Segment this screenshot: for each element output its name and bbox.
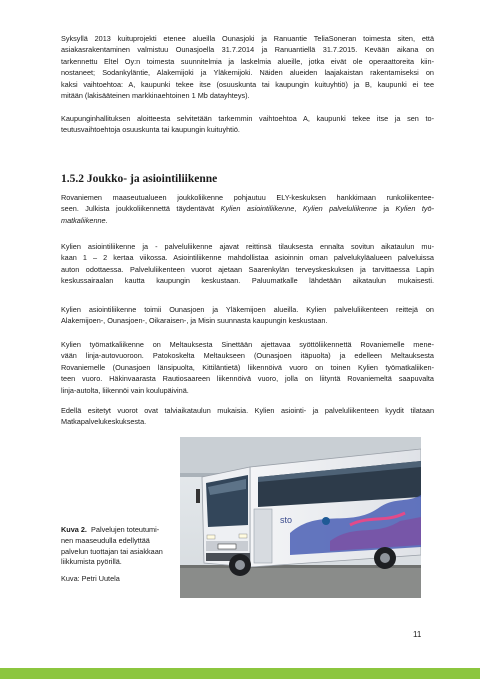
text-line: mitään (lakisääteinen markkinaehtoinen 1 Mb datayhteys). <box>61 91 250 101</box>
text-line: asiakasrakentaminen valmistuu Ounasjoella 31.7.2014 ja Ranuantiellä 31.7.2015. Kevään aikana on <box>61 45 434 55</box>
text-line: teen vuoro. Häkinvaarasta Rautiosaareen liikennöivä vuoro, jolla on liityntä Rovaniemeltä saapuvalta <box>61 374 434 384</box>
text-line: Rovaniemen maaseutualueen joukkoliikenne pohjautuu ELY-keskuksen hankkimaan runkoliikentee- <box>61 193 434 202</box>
text-line: Syksyllä 2013 kuituprojekti etenee alueilla Ounasjoki ja Ranuantie TeliaSoneran toimesta siten, että <box>61 34 434 43</box>
text-line: Matkapalvelukeskuksesta. <box>61 417 147 427</box>
text-line: kaan 1 – 2 kertaa viikossa. Asiointiliikenne mahdollistaa asioinnin oman palvelukyläalueen palveluissa <box>61 253 434 263</box>
photo-credit: Kuva: Petri Uutela <box>61 574 120 584</box>
paragraph-city-board <box>61 113 434 136</box>
text-line: keskussairaalan kautta kaupungin keskustaan. Paluumatkalle lähdetään aikataulun mukaisesti. <box>61 276 434 286</box>
text-line: Kylien työmatkaliikenne on Meltauksesta Sinettään ajettavaa syöttöliikennettä Rovaniemelle mene- <box>61 340 434 349</box>
paragraph-public-transport <box>61 192 434 226</box>
bus-photo <box>180 437 421 598</box>
section-heading: 1.5.2 Joukko- ja asiointiliikenne <box>61 173 218 185</box>
photo-caption <box>61 525 179 585</box>
text-line: matkaliikenne. <box>61 215 108 225</box>
caption-text: palvelun tuottajan tai asiakkaan <box>61 546 163 556</box>
text-line: auton odottaessa. Palveluliikenteen vuorot ajetaan Saarenkylän terveyskeskuksen ja tarvittaessa Lapin <box>61 264 434 274</box>
page-number: 11 <box>413 630 422 639</box>
text-line: Kylien asiointiliikenne ja - palveluliikenne ajavat reittinsä tilauksesta ennalta sovitun aikataulun mu- <box>61 242 434 251</box>
paragraph-areas <box>61 304 434 327</box>
caption-text: nen maaseudulla edellyttää <box>61 535 150 545</box>
caption-text: Palvelujen toteutumi- <box>91 525 160 534</box>
text-line: kaksi vaihtoehtoa: A, kaupunki tekee itse (osuuskunta tai kaupungin kuituyhtiö) ja B, kaupunki ei tee <box>61 79 434 89</box>
text-line: seen. Julkista joukkoliikennettä täydentävät Kylien asiointiliikenne, Kylien palveluliikenne ja Kylien työ- <box>61 204 434 214</box>
caption-first-line <box>61 525 179 536</box>
footer-accent-bar <box>0 668 480 679</box>
bus-lettering: sto <box>280 515 293 525</box>
paragraph-errand-service <box>61 241 434 287</box>
text-line: Kylien asiointiliikenne toimii Ounasjoen ja Yläkemijoen alueilla. Kylien palveluliikenteen reittejä on <box>61 305 434 314</box>
caption-label: Kuva 2. <box>61 525 87 534</box>
text-line: Edellä esitetyt vuorot ovat talviaikataulun mukaisia. Kylien asiointi- ja palveluliikenteen kyydit tilataan <box>61 406 434 415</box>
text-line: nostaneet; Sodankyläntie, Alakemijoki ja Yläkemijoki. Näiden alueiden laajakaistan rakentamiseksi on <box>61 68 434 78</box>
text-line: Kaupunginhallituksen aloitteesta selvitetään tarkemmin vaihtoehtoa A, kaupunki tekee itse ja sen to- <box>61 114 434 123</box>
paragraph-fiber-project <box>61 33 434 101</box>
text-line: Rovaniemelle (Ounasjoen länsipuolta, Kittiläntietä) liikennöivä vuoro on toinen Kylien työmatkaliiken- <box>61 362 434 372</box>
text-line: Alakemijoen-, Ounasjoen-, Oikaraisen-, ja Misin suunnasta kaupungin keskustaan. <box>61 316 328 326</box>
text-line: linja-autolta, liikennöi vain koulupäivinä. <box>61 385 189 395</box>
paragraph-winter-schedule <box>61 405 434 428</box>
text-line: teutusvaihtoehtoja osuuskunta tai kaupungin kuituyhtiö. <box>61 125 240 135</box>
bus-illustration <box>180 437 421 598</box>
text-line: tarkennettu Eltel Oy:n toimesta suunnitelmia ja laskelmia alueille, jotka eivät ole operaattoreita kiin- <box>61 56 434 66</box>
text-line: vään linja-autovuoroon. Patokoskelta Meltaukseen (Ounasjoen itäpuolta) ja edelleen Meltauksesta <box>61 351 434 361</box>
paragraph-commuter-traffic <box>61 339 434 396</box>
caption-text: liikkumista pyörillä. <box>61 557 122 567</box>
